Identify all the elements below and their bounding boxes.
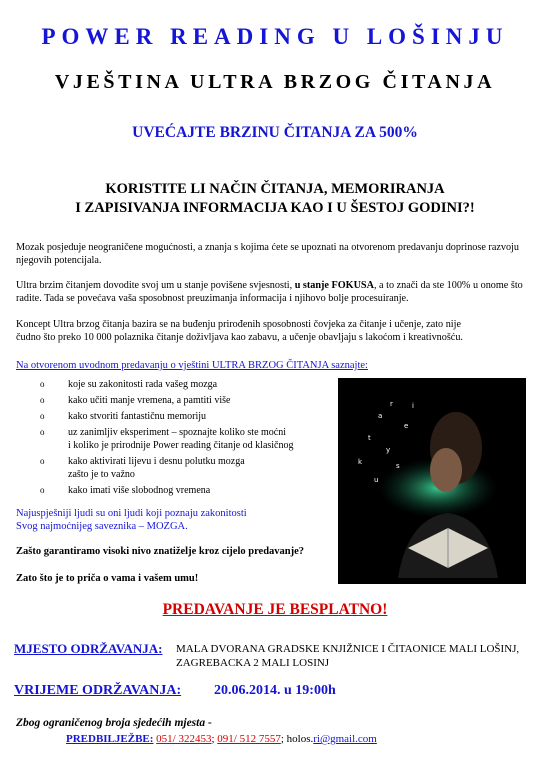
bullet-icon: o [40, 485, 45, 495]
intro-link[interactable]: Na otvorenom uvodnom predavanju o vještini ULTRA BRZOG ČITANJA saznajte: [16, 360, 368, 371]
venue-line-2: ZAGREBACKA 2 MALI LOSINJ [176, 657, 330, 669]
paragraph-concept-line-2: čudno što preko 10 000 polaznika čitanje doživljava kao zabavu, a učenje obavljaju s lakoćom i kreativnošću. [16, 332, 463, 343]
list-item-text: koje su zakonitosti rada vašeg mozga [68, 379, 218, 390]
list-item [40, 394, 330, 407]
paragraph-concept-line-1: Koncept Ultra brzog čitanja bazira se na buđenju prirođenih sposobnosti čovjeka za čitanje i učenje, zato nije [16, 319, 461, 330]
svg-text:e: e [404, 422, 409, 430]
bullet-icon: o [40, 379, 45, 389]
list-item [40, 455, 330, 481]
reading-girl-photo [338, 378, 526, 584]
list-item [40, 378, 330, 391]
list-item-text: kako imati više slobodnog vremena [68, 485, 211, 496]
why-question: Zašto garantiramo visoki nivo znatiželje kroz cijelo predavanje? [16, 546, 305, 557]
svg-text:r: r [390, 400, 393, 408]
question-line-2: I ZAPISIVANJA INFORMACIJA KAO I U ŠESTOJ GODINI?! [75, 200, 475, 216]
tagline: UVEĆAJTE BRZINU ČITANJA ZA 500% [132, 124, 418, 141]
svg-text:t: t [368, 434, 371, 442]
venue-label: MJESTO ODRŽAVANJA: [14, 641, 163, 656]
smart-people-note [16, 507, 247, 533]
because-answer: Zato što je to priča o vama i vašem umu! [16, 573, 199, 584]
phone-link-2[interactable]: 091/ 512 7557 [217, 733, 281, 745]
svg-text:s: s [396, 462, 400, 470]
time-value: 20.06.2014. u 19:00h [214, 683, 336, 698]
bullet-icon: o [40, 395, 45, 405]
paragraph-brain: Mozak posjeduje neograničene mogućnosti, a znanja s kojima ćete se upoznati na otvorenom predavanju doprinose razvoju njegovih potencijala. [16, 242, 519, 266]
poster-subtitle: VJEŠTINA ULTRA BRZOG ČITANJA [54, 71, 496, 93]
list-item [40, 410, 330, 423]
smart-people-line-2: Svog najmoćnijeg saveznika – MOZGA. [16, 521, 188, 532]
list-item-text: kako učiti manje vremena, a pamtiti više [68, 395, 231, 406]
svg-text:i: i [412, 402, 414, 410]
bullet-icon: o [40, 456, 45, 466]
topics-list [40, 378, 330, 500]
venue-line-1: MALA DVORANA GRADSKE KNJIŽNICE I ČITAONICE MALI LOŠINJ, [176, 643, 520, 655]
list-item-text: uz zanimljiv eksperiment – spoznajte koliko ste moćni i koliko je prirodnije Power reading čitanje od klasičnog [68, 427, 294, 451]
paragraph-concept [16, 318, 526, 344]
paragraph-focus [16, 279, 526, 305]
svg-text:u: u [374, 476, 379, 484]
time-label: VRIJEME ODRŽAVANJA: [14, 683, 182, 698]
paragraph-focus-text-c: , a to znači da ste 100% u onome što radite. Tada se povećava vaša sposobnost preuzimanja informacija i njihovo bolje procesuiranje. [16, 280, 523, 304]
poster-title: POWER READING U LOŠINJU [41, 24, 509, 49]
bullet-icon: o [40, 411, 45, 421]
list-item [40, 484, 330, 497]
photo-illustration [338, 378, 526, 584]
email-link[interactable]: ri@gmail.com [313, 733, 377, 745]
limited-seats-note: Zbog ograničenog broja sjedećih mjesta - [16, 717, 212, 729]
free-lecture-banner: PREDAVANJE JE BESPLATNO! [162, 601, 388, 618]
bullet-icon: o [40, 427, 45, 437]
paragraph-focus-text-a: Ultra brzim čitanjem dovodite svoj um u stanje povišene svjesnosti, [16, 280, 295, 291]
paragraph-focus-bold: u stanje FOKUSA [294, 280, 374, 291]
svg-text:k: k [358, 458, 363, 466]
list-item-text: kako aktivirati lijevu i desnu polutku mozga zašto je to važno [68, 456, 245, 480]
list-item [40, 426, 330, 452]
registration-label: PREDBILJEŽBE: [66, 733, 154, 745]
phone-link-1[interactable]: 051/ 322453 [156, 733, 212, 745]
list-item-text: kako stvoriti fantastičnu memoriju [68, 411, 207, 422]
svg-text:a: a [378, 412, 383, 420]
svg-text:y: y [386, 446, 391, 454]
question-line-1: KORISTITE LI NAČIN ČITANJA, MEMORIRANJA [105, 181, 445, 197]
smart-people-line-1: Najuspješniji ljudi su oni ljudi koji poznaju zakonitosti [16, 508, 247, 519]
email-prefix: holos. [286, 733, 314, 745]
registration-line: PREDBILJEŽBE: 051/ 322453; 091/ 512 7557; holos.ri@gmail.com [66, 733, 377, 745]
